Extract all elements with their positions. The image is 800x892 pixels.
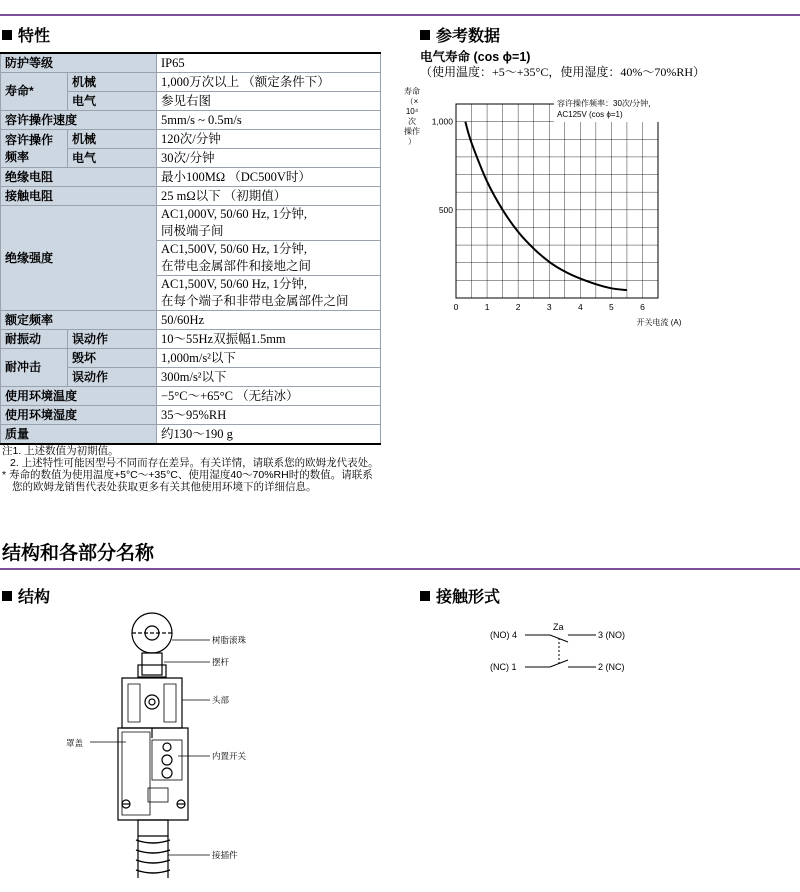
table-row (1, 387, 381, 406)
spec-label-line: 频率 (5, 149, 30, 164)
spec-value: 120次/分钟 (157, 130, 381, 149)
spec-label (1, 130, 68, 168)
label-cover: 罩盖 (66, 738, 84, 748)
y-axis-label-part: ） (408, 137, 416, 146)
spec-value: 25 mΩ以下 （初期值） (157, 187, 381, 206)
spec-label: 额定频率 (1, 311, 157, 330)
spec-value-line: 在带电金属部件和接地之间 (161, 259, 312, 273)
spec-value: 30次/分钟 (157, 149, 381, 168)
structure-heading-text: 结构 (18, 589, 51, 606)
table-row (1, 311, 381, 330)
label-lever: 摆杆 (212, 657, 230, 667)
spec-label: 使用环境温度 (1, 387, 157, 406)
spec-value-line: AC1,500V, 50/60 Hz, 1分钟, (161, 242, 307, 256)
spec-value-line: 在每个端子和非带电金属部件之间 (161, 294, 349, 308)
square-bullet-icon (2, 591, 12, 601)
note-line: * 寿命的数值为使用温度+5°C～+35°C、使用湿度40～70%RH时的数值。请联系 (2, 469, 373, 481)
y-axis-label (404, 86, 420, 146)
spec-label: 接触电阻 (1, 187, 157, 206)
table-row (1, 111, 381, 130)
x-axis-label: 开关电流 (A) (636, 318, 682, 327)
spec-label: 质量 (1, 425, 157, 445)
square-bullet-icon (420, 30, 430, 40)
label-switch: 内置开关 (212, 751, 247, 761)
label-head: 头部 (212, 695, 230, 705)
spec-sublabel: 机械 (68, 73, 157, 92)
spec-label: 绝缘强度 (1, 206, 157, 311)
spec-value: 约130～190 g (157, 425, 381, 445)
spec-value (157, 276, 381, 311)
spec-sublabel: 误动作 (68, 330, 157, 349)
spec-label: 容许操作速度 (1, 111, 157, 130)
y-axis-label-part: 次 (408, 117, 416, 126)
label-connector: 接插件 (212, 850, 238, 860)
contact-no4: (NO) 4 (490, 630, 517, 640)
y-axis-label-part: （× (405, 97, 419, 106)
contact-za: Za (553, 622, 564, 632)
x-tick-label: 0 (453, 302, 459, 312)
connector-shape (138, 820, 168, 836)
spec-value: 最小100MΩ （DC500V时） (157, 168, 381, 187)
spec-label: 使用环境湿度 (1, 406, 157, 425)
table-row (1, 330, 381, 349)
spec-value: 10～55Hz双振幅1.5mm (157, 330, 381, 349)
contact-nc1: (NC) 1 (490, 662, 517, 672)
spec-value-line: AC1,500V, 50/60 Hz, 1分钟, (161, 277, 307, 291)
spec-sublabel: 毁坏 (68, 349, 157, 368)
y-tick-label: 1,000 (431, 116, 453, 127)
chart-ticks (432, 117, 645, 312)
square-bullet-icon (2, 30, 12, 40)
table-row (1, 130, 381, 149)
spec-sublabel: 机械 (68, 130, 157, 149)
spec-value: 参见右图 (157, 92, 381, 111)
head-shape (122, 678, 182, 728)
spec-value (157, 206, 381, 241)
spec-value: IP65 (157, 53, 381, 73)
spec-value: 5mm/s ~ 0.5m/s (157, 111, 381, 130)
x-tick-label: 6 (640, 302, 645, 312)
x-tick-label: 2 (515, 302, 521, 312)
characteristics-heading-text: 特性 (18, 28, 51, 45)
y-tick-label: 500 (438, 204, 453, 215)
spec-value: 50/60Hz (157, 311, 381, 330)
contact-nc2: 2 (NC) (598, 662, 625, 672)
top-divider (0, 14, 800, 16)
spec-value-line: 同极端子间 (161, 224, 224, 238)
chart-title: 电气寿命 (cos ϕ=1) (420, 50, 531, 64)
structure-heading (2, 589, 50, 607)
spec-label: 耐冲击 (1, 349, 68, 387)
electrical-life-chart (400, 80, 720, 340)
spec-label: 耐振动 (1, 330, 68, 349)
spec-table (0, 52, 381, 445)
spec-value-line: AC1,000V, 50/60 Hz, 1分钟, (161, 207, 307, 221)
reference-heading-text: 参考数据 (436, 28, 501, 45)
section-divider (0, 568, 800, 570)
note-line: 您的欧姆龙销售代表处获取更多有关其他使用环境下的详细信息。 (12, 481, 317, 493)
table-row (1, 187, 381, 206)
spec-value: 300m/s²以下 (157, 368, 381, 387)
square-bullet-icon (420, 591, 430, 601)
spec-value: 1,000万次以上 （额定条件下） (157, 73, 381, 92)
spec-label-line: 容许操作 (5, 132, 54, 147)
chart-annotation: 容许操作频率：30次/分钟， (557, 99, 657, 108)
spec-value (157, 241, 381, 276)
reference-heading (420, 28, 500, 46)
y-axis-label-part: 操作 (404, 127, 420, 136)
spec-value: −5°C～+65°C （无结冰） (157, 387, 381, 406)
contact-no3: 3 (NO) (598, 630, 625, 640)
chart-subtitle: （使用温度：+5～+35°C，使用湿度：40%～70%RH） (420, 65, 706, 79)
table-row (1, 73, 381, 92)
label-roller: 树脂滚珠 (212, 635, 247, 645)
table-row (1, 425, 381, 445)
spec-label: 防护等级 (1, 53, 157, 73)
y-axis-label-part: 10⁴ (405, 107, 419, 116)
y-axis-label-part: 寿命 (404, 87, 420, 96)
note-line: 注1. 上述数值为初期值。 (2, 445, 119, 457)
table-row (1, 406, 381, 425)
note-line: 2. 上述特性可能因型号不同而存在差异。有关详情，请联系您的欧姆龙代表处。 (10, 457, 379, 469)
structure-parts-heading: 结构和各部分名称 (2, 543, 155, 564)
x-tick-label: 5 (609, 302, 614, 312)
spec-sublabel: 电气 (68, 149, 157, 168)
notes (2, 445, 384, 493)
table-row (1, 168, 381, 187)
x-tick-label: 4 (577, 302, 583, 312)
x-tick-label: 1 (484, 302, 490, 312)
chart-annotation: AC125V (cos ϕ=1) (557, 110, 623, 119)
table-row (1, 349, 381, 368)
spec-sublabel: 误动作 (68, 368, 157, 387)
table-row (1, 206, 381, 241)
table-row (1, 53, 381, 73)
spec-sublabel: 电气 (68, 92, 157, 111)
life-curve (465, 122, 627, 291)
x-tick-label: 3 (546, 302, 552, 312)
spec-label: 寿命* (1, 73, 68, 111)
lever-shape (142, 653, 162, 675)
plot-frame (456, 104, 658, 298)
spec-value: 35～95%RH (157, 406, 381, 425)
spec-value: 1,000m/s²以下 (157, 349, 381, 368)
spec-label: 绝缘电阻 (1, 168, 157, 187)
characteristics-heading (2, 28, 50, 46)
contact-form-heading (420, 589, 500, 607)
contact-form-heading-text: 接触形式 (436, 589, 501, 606)
chart-grid (456, 104, 658, 298)
